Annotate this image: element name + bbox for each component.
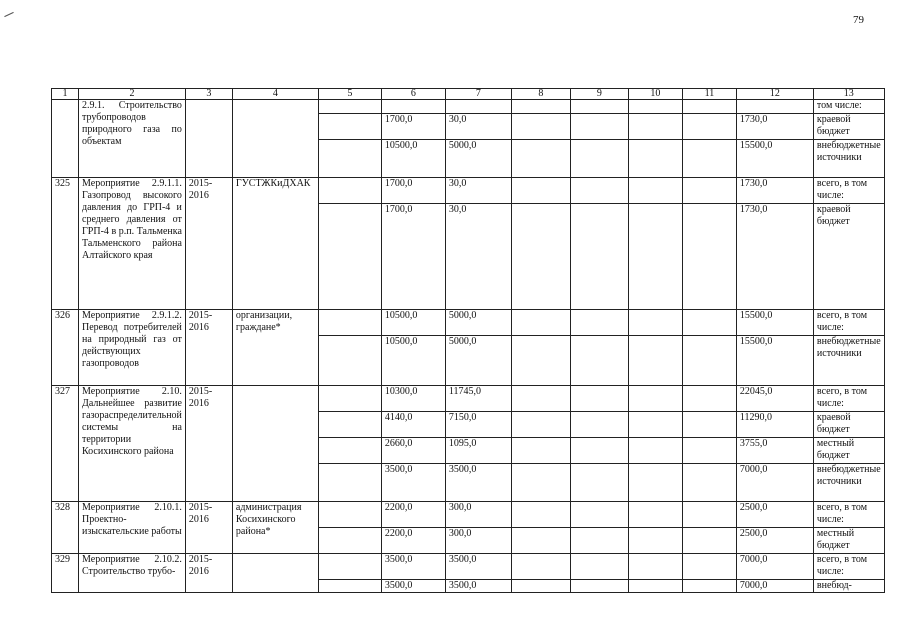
empty-cell (682, 554, 736, 580)
value-cell: 3500,0 (445, 580, 511, 593)
empty-cell (570, 310, 628, 336)
empty-cell (628, 100, 682, 114)
source-cell: внебюд- (813, 580, 884, 593)
empty-cell (628, 178, 682, 204)
value-cell: 5000,0 (445, 336, 511, 386)
empty-cell (570, 386, 628, 412)
table-row (52, 310, 885, 336)
empty-cell (682, 336, 736, 386)
header-cell: 10 (628, 89, 682, 100)
source-cell: внебюджетные источники (813, 140, 884, 178)
total-cell: 22045,0 (736, 386, 813, 412)
empty-cell (682, 438, 736, 464)
total-cell: 15500,0 (736, 140, 813, 178)
empty-cell (628, 580, 682, 593)
item-name: Мероприятие 2.10.2. Строительство трубо- (79, 554, 186, 593)
empty-cell (628, 204, 682, 310)
source-cell: краевой бюджет (813, 412, 884, 438)
header-cell: 7 (445, 89, 511, 100)
empty-cell (628, 310, 682, 336)
total-cell: 2500,0 (736, 528, 813, 554)
value-cell: 1700,0 (381, 204, 445, 310)
item-name: 2.9.1. Строительство трубопроводов природного газа по объектам (79, 100, 186, 178)
empty-cell (511, 100, 570, 114)
empty-cell (570, 464, 628, 502)
header-cell: 9 (570, 89, 628, 100)
value-cell: 1700,0 (381, 114, 445, 140)
total-cell: 11290,0 (736, 412, 813, 438)
value-cell: 10300,0 (381, 386, 445, 412)
value-cell: 10500,0 (381, 336, 445, 386)
empty-cell (318, 554, 381, 580)
value-cell: 4140,0 (381, 412, 445, 438)
value-cell: 3500,0 (445, 554, 511, 580)
value-cell: 1700,0 (381, 178, 445, 204)
empty-cell (570, 336, 628, 386)
empty-cell (511, 386, 570, 412)
source-cell: всего, в том числе: (813, 502, 884, 528)
empty-cell (682, 386, 736, 412)
value-cell: 5000,0 (445, 140, 511, 178)
value-cell: 300,0 (445, 528, 511, 554)
source-cell: внебюджетные источники (813, 336, 884, 386)
source-cell: местный бюджет (813, 528, 884, 554)
value-cell: 3500,0 (381, 464, 445, 502)
source-cell: краевой бюджет (813, 204, 884, 310)
empty-cell (682, 140, 736, 178)
value-cell: 300,0 (445, 502, 511, 528)
value-cell (381, 100, 445, 114)
item-number: 326 (52, 310, 79, 386)
value-cell: 10500,0 (381, 140, 445, 178)
item-executor (232, 554, 318, 593)
empty-cell (628, 140, 682, 178)
value-cell: 10500,0 (381, 310, 445, 336)
item-name: Мероприятие 2.10. Дальнейшее развитие газораспределительной системы на территории Косихинского района (79, 386, 186, 502)
header-row (52, 89, 885, 100)
empty-cell (318, 528, 381, 554)
empty-cell (511, 554, 570, 580)
empty-cell (511, 438, 570, 464)
total-cell: 15500,0 (736, 310, 813, 336)
empty-cell (318, 464, 381, 502)
item-number: 329 (52, 554, 79, 593)
value-cell: 30,0 (445, 204, 511, 310)
value-cell: 3500,0 (381, 554, 445, 580)
empty-cell (511, 140, 570, 178)
total-cell: 1730,0 (736, 204, 813, 310)
empty-cell (628, 528, 682, 554)
total-cell (736, 100, 813, 114)
value-cell: 7150,0 (445, 412, 511, 438)
value-cell (445, 100, 511, 114)
empty-cell (570, 204, 628, 310)
item-period: 2015-2016 (185, 310, 232, 386)
total-cell: 3755,0 (736, 438, 813, 464)
total-cell: 7000,0 (736, 554, 813, 580)
empty-cell (318, 114, 381, 140)
empty-cell (511, 502, 570, 528)
empty-cell (318, 580, 381, 593)
item-number: 328 (52, 502, 79, 554)
source-cell: всего, в том числе: (813, 178, 884, 204)
empty-cell (318, 438, 381, 464)
empty-cell (570, 114, 628, 140)
page-number: 79 (853, 14, 864, 26)
table-row (52, 386, 885, 412)
item-period: 2015-2016 (185, 502, 232, 554)
empty-cell (511, 178, 570, 204)
value-cell: 2200,0 (381, 502, 445, 528)
empty-cell (511, 412, 570, 438)
value-cell: 2200,0 (381, 528, 445, 554)
source-cell: всего, в том числе: (813, 386, 884, 412)
empty-cell (511, 580, 570, 593)
total-cell: 7000,0 (736, 464, 813, 502)
source-cell: внебюджетные источники (813, 464, 884, 502)
header-cell: 2 (79, 89, 186, 100)
empty-cell (511, 464, 570, 502)
empty-cell (682, 464, 736, 502)
empty-cell (570, 502, 628, 528)
empty-cell (570, 140, 628, 178)
empty-cell (318, 412, 381, 438)
empty-cell (570, 438, 628, 464)
empty-cell (318, 140, 381, 178)
empty-cell (628, 554, 682, 580)
total-cell: 1730,0 (736, 114, 813, 140)
item-period (185, 100, 232, 178)
empty-cell (682, 114, 736, 140)
item-name: Мероприятие 2.9.1.1. Газопровод высокого давления до ГРП-4 и среднего давления от ГРП-4 в р.п. Тальменка Тальменского района Алтайского края (79, 178, 186, 310)
item-executor (232, 386, 318, 502)
empty-cell (570, 554, 628, 580)
measures-table (51, 88, 885, 593)
item-name: Мероприятие 2.10.1. Проектно-изыскательские работы (79, 502, 186, 554)
item-number (52, 100, 79, 178)
total-cell: 7000,0 (736, 580, 813, 593)
value-cell: 5000,0 (445, 310, 511, 336)
empty-cell (628, 336, 682, 386)
item-executor (232, 100, 318, 178)
empty-cell (318, 336, 381, 386)
item-number: 327 (52, 386, 79, 502)
item-period: 2015-2016 (185, 386, 232, 502)
item-number: 325 (52, 178, 79, 310)
empty-cell (318, 502, 381, 528)
source-cell: всего, в том числе: (813, 554, 884, 580)
empty-cell (682, 502, 736, 528)
empty-cell (318, 178, 381, 204)
empty-cell (682, 178, 736, 204)
empty-cell (318, 100, 381, 114)
header-cell: 8 (511, 89, 570, 100)
table-row (52, 554, 885, 580)
empty-cell (682, 204, 736, 310)
scan-mark (4, 12, 13, 17)
empty-cell (511, 310, 570, 336)
empty-cell (511, 336, 570, 386)
source-cell: местный бюджет (813, 438, 884, 464)
empty-cell (570, 580, 628, 593)
empty-cell (570, 528, 628, 554)
empty-cell (682, 310, 736, 336)
table-row (52, 502, 885, 528)
empty-cell (628, 114, 682, 140)
empty-cell (628, 386, 682, 412)
item-executor: администрация Косихинского района* (232, 502, 318, 554)
empty-cell (318, 386, 381, 412)
value-cell: 3500,0 (381, 580, 445, 593)
total-cell: 15500,0 (736, 336, 813, 386)
empty-cell (628, 412, 682, 438)
header-cell: 6 (381, 89, 445, 100)
empty-cell (628, 464, 682, 502)
value-cell: 2660,0 (381, 438, 445, 464)
empty-cell (511, 204, 570, 310)
header-cell: 4 (232, 89, 318, 100)
empty-cell (570, 412, 628, 438)
empty-cell (682, 580, 736, 593)
table-row (52, 178, 885, 204)
item-executor: ГУСТЖКиДХАК (232, 178, 318, 310)
source-cell: краевой бюджет (813, 114, 884, 140)
item-period: 2015-2016 (185, 554, 232, 593)
header-cell: 12 (736, 89, 813, 100)
total-cell: 1730,0 (736, 178, 813, 204)
empty-cell (628, 502, 682, 528)
header-cell: 3 (185, 89, 232, 100)
total-cell: 2500,0 (736, 502, 813, 528)
header-cell: 1 (52, 89, 79, 100)
item-period: 2015-2016 (185, 178, 232, 310)
value-cell: 11745,0 (445, 386, 511, 412)
item-executor: организации, граждане* (232, 310, 318, 386)
header-cell: 11 (682, 89, 736, 100)
empty-cell (682, 412, 736, 438)
value-cell: 30,0 (445, 114, 511, 140)
table-row (52, 100, 885, 114)
source-cell: всего, в том числе: (813, 310, 884, 336)
source-cell: том числе: (813, 100, 884, 114)
empty-cell (628, 438, 682, 464)
value-cell: 3500,0 (445, 464, 511, 502)
item-name: Мероприятие 2.9.1.2. Перевод потребителей на природный газ от действующих газопроводов (79, 310, 186, 386)
empty-cell (511, 114, 570, 140)
header-cell: 13 (813, 89, 884, 100)
empty-cell (682, 100, 736, 114)
value-cell: 1095,0 (445, 438, 511, 464)
header-cell: 5 (318, 89, 381, 100)
empty-cell (570, 178, 628, 204)
value-cell: 30,0 (445, 178, 511, 204)
empty-cell (570, 100, 628, 114)
empty-cell (318, 310, 381, 336)
empty-cell (682, 528, 736, 554)
empty-cell (511, 528, 570, 554)
empty-cell (318, 204, 381, 310)
